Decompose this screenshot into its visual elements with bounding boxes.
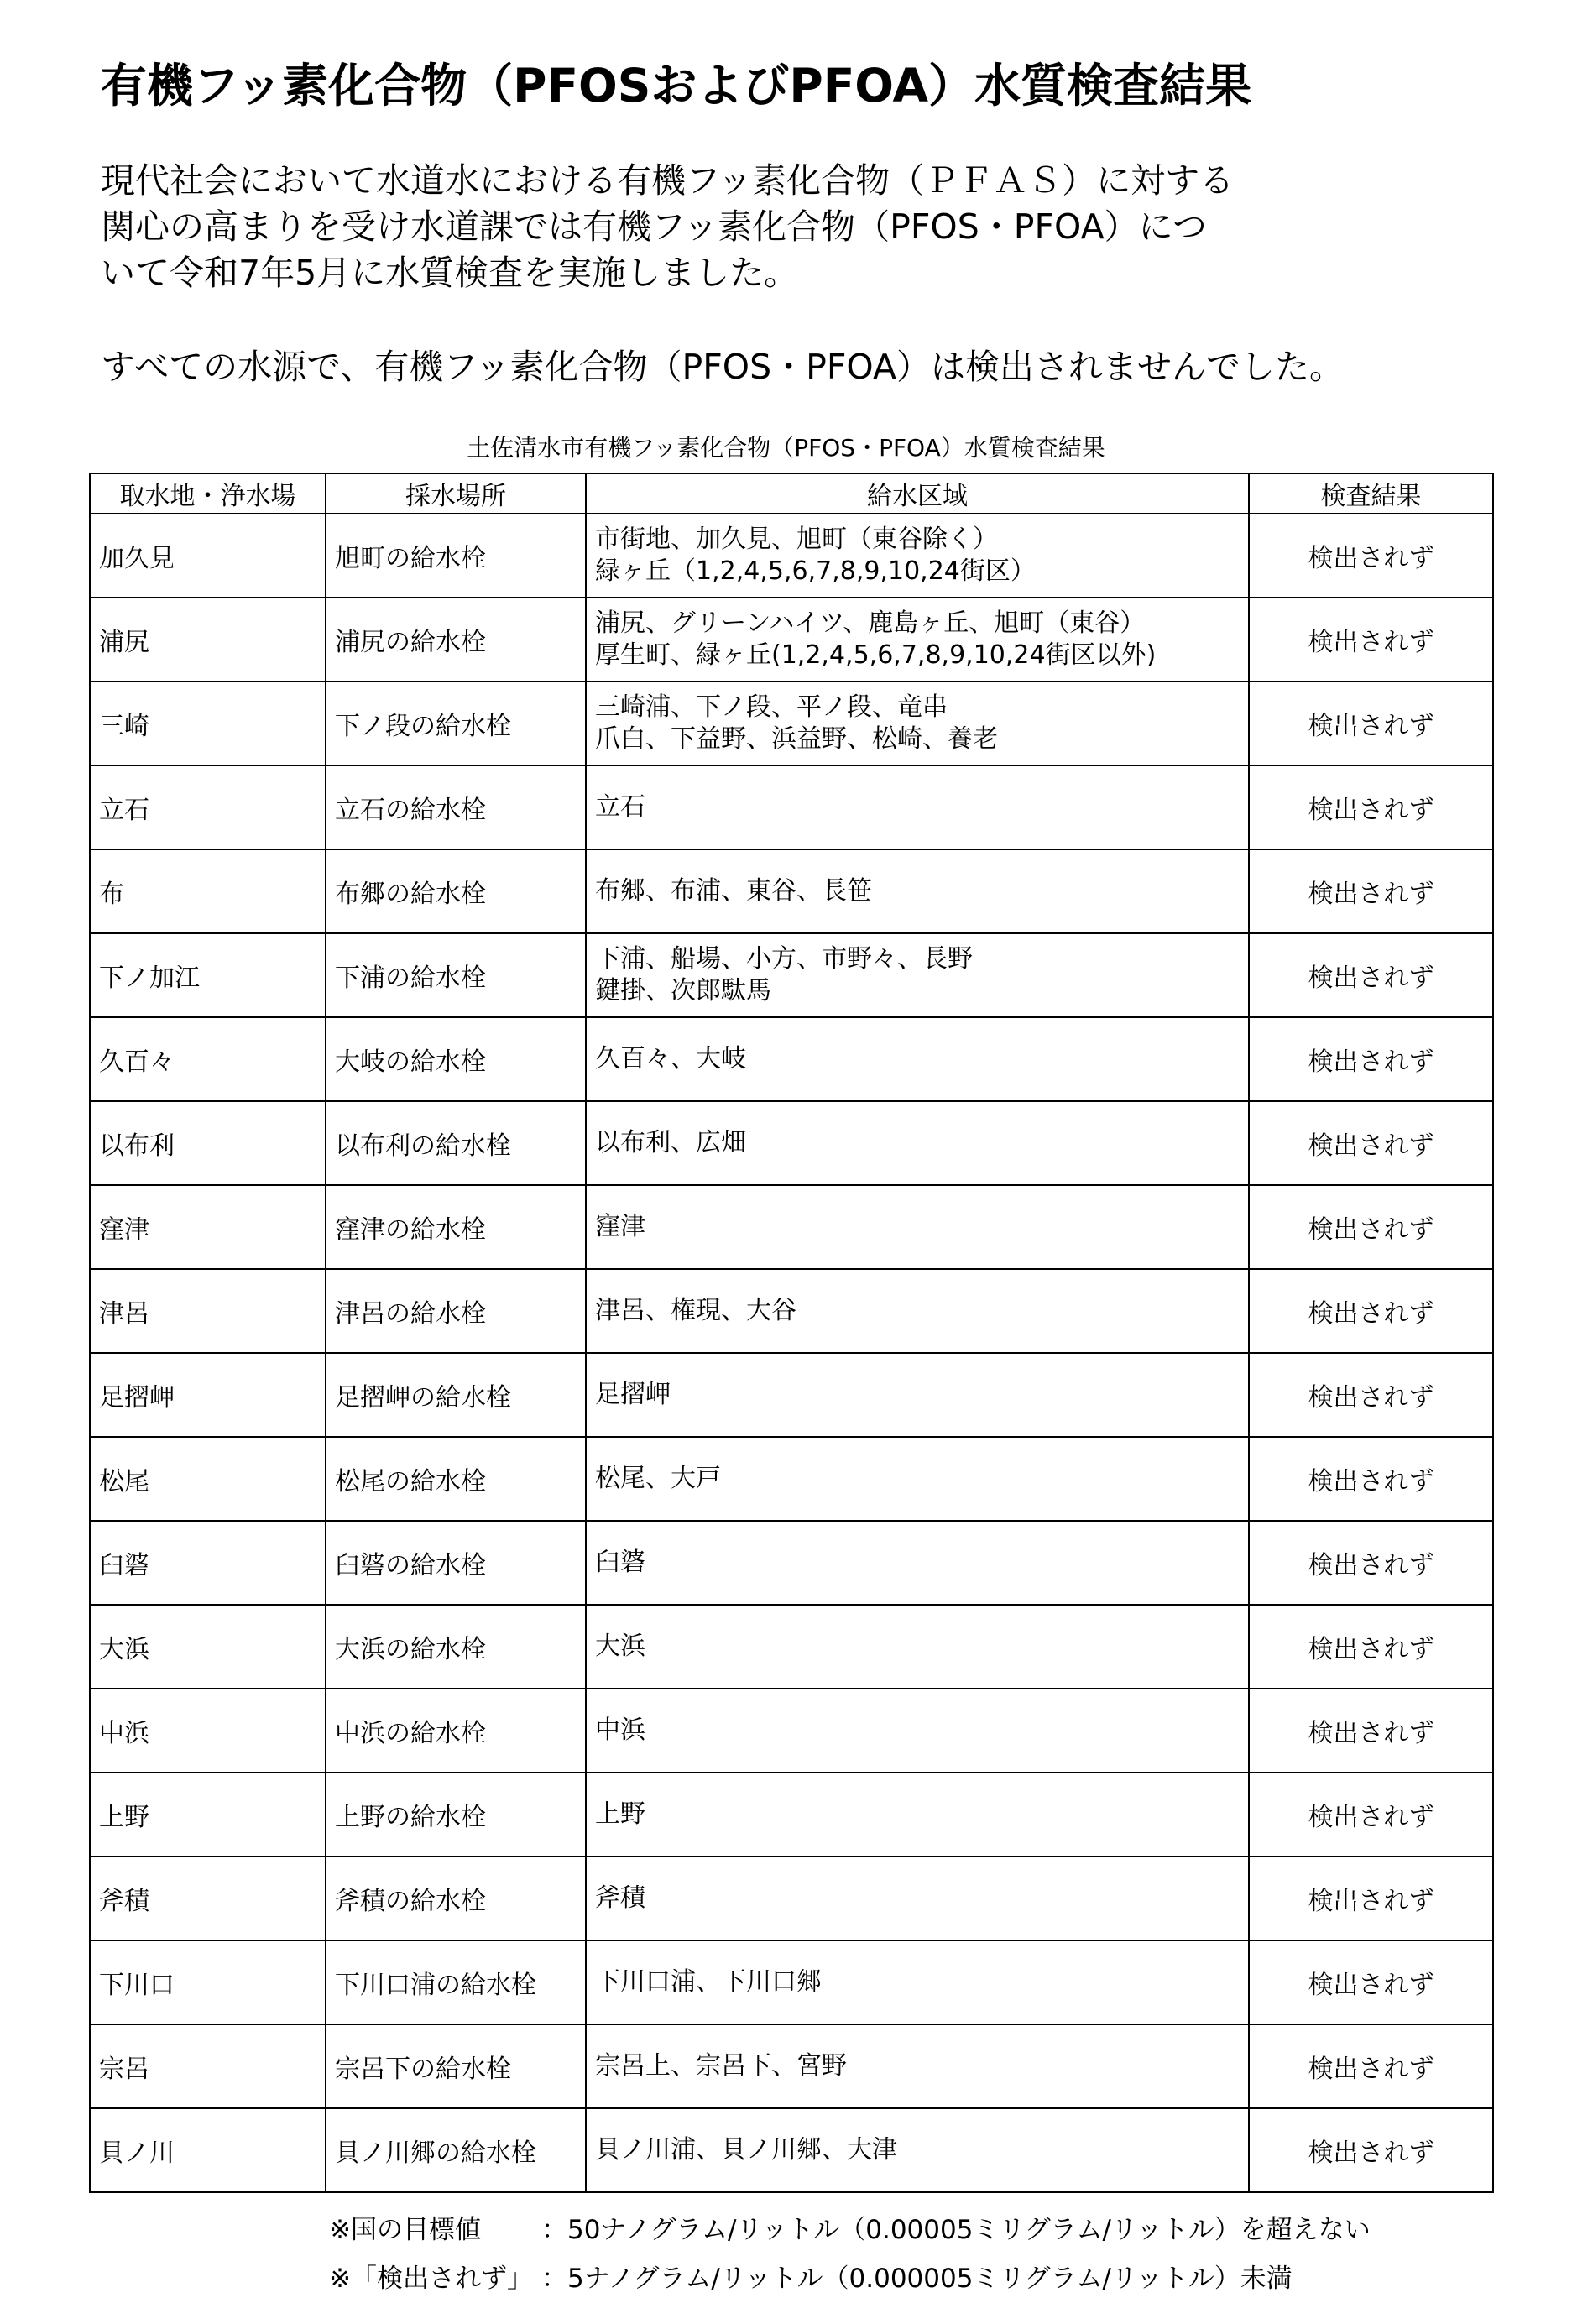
area-cell bbox=[586, 682, 1249, 765]
table-row bbox=[90, 765, 1493, 849]
area-line: 鍵掛、次郎駄馬 bbox=[595, 976, 771, 1005]
sampling-cell: 浦尻の給水栓 bbox=[326, 598, 586, 682]
area-line: 久百々、大岐 bbox=[595, 1044, 746, 1073]
source-cell: 足摺岬 bbox=[90, 1353, 326, 1437]
sampling-cell: 旭町の給水栓 bbox=[326, 514, 586, 598]
result-cell: 検出されず bbox=[1249, 765, 1493, 849]
source-cell: 宗呂 bbox=[90, 2024, 326, 2108]
result-cell: 検出されず bbox=[1249, 514, 1493, 598]
table-row bbox=[90, 1521, 1493, 1605]
area-line: 津呂、権現、大谷 bbox=[595, 1296, 796, 1325]
table-row bbox=[90, 2024, 1493, 2108]
sampling-cell: 窪津の給水栓 bbox=[326, 1185, 586, 1269]
sampling-cell: 津呂の給水栓 bbox=[326, 1269, 586, 1353]
sampling-cell: 立石の給水栓 bbox=[326, 765, 586, 849]
table-row bbox=[90, 849, 1493, 933]
area-cell bbox=[586, 1605, 1249, 1689]
source-cell: 臼碆 bbox=[90, 1521, 326, 1605]
source-cell: 津呂 bbox=[90, 1269, 326, 1353]
table-body bbox=[90, 514, 1493, 2192]
area-line: 爪白、下益野、浜益野、松崎、養老 bbox=[595, 724, 998, 754]
source-cell: 貝ノ川 bbox=[90, 2108, 326, 2192]
area-cell bbox=[586, 1185, 1249, 1269]
header-area: 給水区域 bbox=[586, 473, 1249, 514]
result-cell: 検出されず bbox=[1249, 849, 1493, 933]
footnote-target-value bbox=[329, 2206, 1371, 2254]
result-cell: 検出されず bbox=[1249, 1940, 1493, 2024]
source-cell: 加久見 bbox=[90, 514, 326, 598]
footnote-label: ※国の目標値 bbox=[329, 2215, 481, 2245]
table-row bbox=[90, 1689, 1493, 1773]
area-cell bbox=[586, 765, 1249, 849]
area-line: 大浜 bbox=[595, 1632, 645, 1661]
source-cell: 窪津 bbox=[90, 1185, 326, 1269]
sampling-cell: 斧積の給水栓 bbox=[326, 1857, 586, 1940]
result-cell: 検出されず bbox=[1249, 1605, 1493, 1689]
result-cell: 検出されず bbox=[1249, 1101, 1493, 1185]
table-row bbox=[90, 1857, 1493, 1940]
table-row bbox=[90, 933, 1493, 1017]
footnote-label: ※「検出されず」 bbox=[329, 2264, 533, 2294]
sampling-cell: 布郷の給水栓 bbox=[326, 849, 586, 933]
sampling-cell: 松尾の給水栓 bbox=[326, 1437, 586, 1521]
table-row bbox=[90, 1185, 1493, 1269]
source-cell: 久百々 bbox=[90, 1017, 326, 1101]
area-line: 立石 bbox=[595, 792, 645, 822]
area-cell bbox=[586, 2024, 1249, 2108]
result-cell: 検出されず bbox=[1249, 1437, 1493, 1521]
area-cell bbox=[586, 933, 1249, 1017]
result-cell: 検出されず bbox=[1249, 598, 1493, 682]
area-line: 窪津 bbox=[595, 1212, 645, 1241]
area-cell bbox=[586, 1689, 1249, 1773]
intro-line: 現代社会において水道水における有機フッ素化合物（ＰＦＡＳ）に対する bbox=[101, 160, 1235, 201]
table-row bbox=[90, 1269, 1493, 1353]
area-line: 布郷、布浦、東谷、長笹 bbox=[595, 876, 872, 906]
area-cell bbox=[586, 1269, 1249, 1353]
header-result: 検査結果 bbox=[1249, 473, 1493, 514]
sampling-cell: 上野の給水栓 bbox=[326, 1773, 586, 1857]
result-cell: 検出されず bbox=[1249, 1689, 1493, 1773]
table-row bbox=[90, 1940, 1493, 2024]
table-row bbox=[90, 598, 1493, 682]
table-caption: 土佐清水市有機フッ素化合物（PFOS・PFOA）水質検査結果 bbox=[467, 434, 1105, 462]
source-cell: 布 bbox=[90, 849, 326, 933]
result-cell: 検出されず bbox=[1249, 1269, 1493, 1353]
result-cell: 検出されず bbox=[1249, 1017, 1493, 1101]
intro-line: 関心の高まりを受け水道課では有機フッ素化合物（PFOS・PFOA）につ bbox=[101, 206, 1207, 247]
sampling-cell: 下ノ段の給水栓 bbox=[326, 682, 586, 765]
area-line: 貝ノ川浦、貝ノ川郷、大津 bbox=[595, 2135, 897, 2165]
table-row bbox=[90, 1101, 1493, 1185]
sampling-cell: 貝ノ川郷の給水栓 bbox=[326, 2108, 586, 2192]
source-cell: 松尾 bbox=[90, 1437, 326, 1521]
source-cell: 大浜 bbox=[90, 1605, 326, 1689]
result-cell: 検出されず bbox=[1249, 1353, 1493, 1437]
area-cell bbox=[586, 1521, 1249, 1605]
sampling-cell: 足摺岬の給水栓 bbox=[326, 1353, 586, 1437]
area-cell bbox=[586, 1017, 1249, 1101]
sampling-cell: 下浦の給水栓 bbox=[326, 933, 586, 1017]
area-line: 上野 bbox=[595, 1799, 645, 1829]
area-cell bbox=[586, 1940, 1249, 2024]
area-cell bbox=[586, 1101, 1249, 1185]
table-row bbox=[90, 1773, 1493, 1857]
source-cell: 三崎 bbox=[90, 682, 326, 765]
intro-paragraph bbox=[101, 158, 1234, 296]
result-cell: 検出されず bbox=[1249, 1185, 1493, 1269]
result-cell: 検出されず bbox=[1249, 2024, 1493, 2108]
sampling-cell: 大浜の給水栓 bbox=[326, 1605, 586, 1689]
area-line: 臼碆 bbox=[595, 1548, 645, 1577]
sampling-cell: 大岐の給水栓 bbox=[326, 1017, 586, 1101]
area-line: 厚生町、緑ヶ丘(1,2,4,5,6,7,8,9,10,24街区以外) bbox=[595, 640, 1157, 670]
area-line: 下浦、船場、小方、市野々、長野 bbox=[595, 944, 973, 974]
area-line: 緑ヶ丘（1,2,4,5,6,7,8,9,10,24街区） bbox=[595, 556, 1036, 586]
table-row bbox=[90, 1353, 1493, 1437]
table-row bbox=[90, 682, 1493, 765]
header-source: 取水地・浄水場 bbox=[90, 473, 326, 514]
source-cell: 上野 bbox=[90, 1773, 326, 1857]
source-cell: 下川口 bbox=[90, 1940, 326, 2024]
source-cell: 立石 bbox=[90, 765, 326, 849]
sampling-cell: 下川口浦の給水栓 bbox=[326, 1940, 586, 2024]
area-line: 下川口浦、下川口郷 bbox=[595, 1967, 822, 1997]
source-cell: 浦尻 bbox=[90, 598, 326, 682]
results-table bbox=[89, 473, 1494, 2193]
area-cell bbox=[586, 514, 1249, 598]
source-cell: 中浜 bbox=[90, 1689, 326, 1773]
area-line: 中浜 bbox=[595, 1716, 645, 1745]
area-cell bbox=[586, 1353, 1249, 1437]
area-cell bbox=[586, 2108, 1249, 2192]
source-cell: 以布利 bbox=[90, 1101, 326, 1185]
header-sampling: 採水場所 bbox=[326, 473, 586, 514]
table-header-row bbox=[90, 473, 1493, 514]
summary-text: すべての水源で、有機フッ素化合物（PFOS・PFOA）は検出されませんでした。 bbox=[101, 347, 1344, 387]
result-cell: 検出されず bbox=[1249, 933, 1493, 1017]
area-line: 斧積 bbox=[595, 1883, 645, 1913]
table-row bbox=[90, 1017, 1493, 1101]
table-row bbox=[90, 2108, 1493, 2192]
area-line: 浦尻、グリーンハイツ、鹿島ヶ丘、旭町（東谷） bbox=[595, 608, 1146, 638]
table-row bbox=[90, 514, 1493, 598]
sampling-cell: 中浜の給水栓 bbox=[326, 1689, 586, 1773]
area-line: 市街地、加久見、旭町（東谷除く） bbox=[595, 525, 998, 554]
result-cell: 検出されず bbox=[1249, 1521, 1493, 1605]
result-cell: 検出されず bbox=[1249, 1773, 1493, 1857]
footnote-text: ：50ナノグラム/リットル（0.00005ミリグラム/リットル）を超えない bbox=[541, 2215, 1371, 2245]
result-cell: 検出されず bbox=[1249, 682, 1493, 765]
intro-line: いて令和7年5月に水質検査を実施しました。 bbox=[101, 253, 799, 293]
area-line: 宗呂上、宗呂下、宮野 bbox=[595, 2051, 847, 2081]
source-cell: 斧積 bbox=[90, 1857, 326, 1940]
result-cell: 検出されず bbox=[1249, 1857, 1493, 1940]
area-line: 三崎浦、下ノ段、平ノ段、竜串 bbox=[595, 692, 948, 722]
source-cell: 下ノ加江 bbox=[90, 933, 326, 1017]
sampling-cell: 臼碆の給水栓 bbox=[326, 1521, 586, 1605]
area-cell bbox=[586, 1773, 1249, 1857]
table-row bbox=[90, 1605, 1493, 1689]
page-title: 有機フッ素化合物（PFOSおよびPFOA）水質検査結果 bbox=[101, 59, 1252, 112]
area-cell bbox=[586, 598, 1249, 682]
footnote-text: ：5ナノグラム/リットル（0.000005ミリグラム/リットル）未満 bbox=[541, 2264, 1293, 2294]
area-cell bbox=[586, 849, 1249, 933]
footnotes bbox=[329, 2206, 1371, 2303]
area-cell bbox=[586, 1437, 1249, 1521]
area-line: 以布利、広畑 bbox=[595, 1128, 746, 1157]
area-line: 足摺岬 bbox=[595, 1380, 671, 1409]
footnote-not-detected bbox=[329, 2254, 1293, 2303]
area-line: 松尾、大戸 bbox=[595, 1464, 721, 1493]
area-cell bbox=[586, 1857, 1249, 1940]
result-cell: 検出されず bbox=[1249, 2108, 1493, 2192]
table-row bbox=[90, 1437, 1493, 1521]
sampling-cell: 以布利の給水栓 bbox=[326, 1101, 586, 1185]
sampling-cell: 宗呂下の給水栓 bbox=[326, 2024, 586, 2108]
